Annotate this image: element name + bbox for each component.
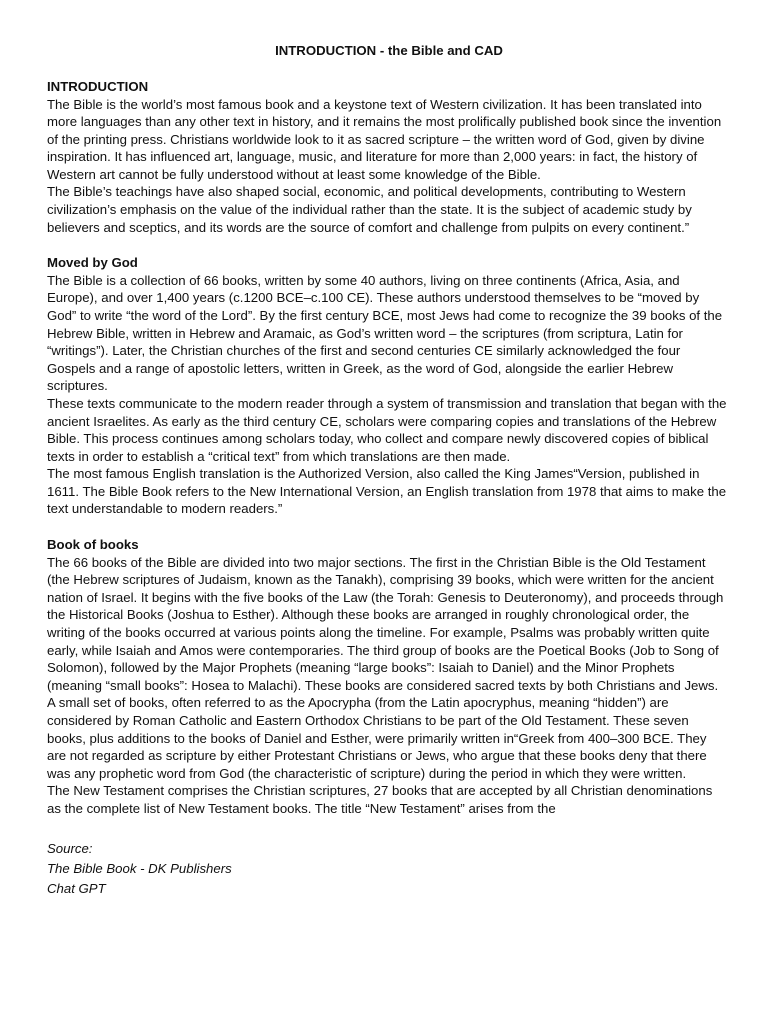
section-introduction xyxy=(47,78,727,236)
paragraph: A small set of books, often referred to as the Apocrypha (from the Latin apocryphus, meaning “hidden”) are considered by Roman Catholic and Eastern Orthodox Christians to be part of the Old Testament. These seven books, plus additions to the books of Daniel and Esther, were primarily written in“Greek from 400–300 BCE. They are not regarded as scripture by either Protestant Christians or Jews, who argue that these books deny that there was any prophetic word from God (the characteristic of scripture) during the period in which they were written. xyxy=(47,695,707,781)
section-heading-book-of-books: Book of books xyxy=(47,537,139,553)
section-heading-introduction: INTRODUCTION xyxy=(47,79,149,94)
paragraph: The most famous English translation is the Authorized Version, also called the King James“Version, published in 1611. The Bible Book refers to the New International Version, an English translation from 1978 that aims to make the text understandable to modern readers.” xyxy=(47,466,727,517)
document-title: INTRODUCTION - the Bible and CAD xyxy=(275,43,503,58)
paragraph: The Bible’s teachings have also shaped social, economic, and political developments, contributing to Western civilization’s emphasis on the value of the individual rather than the state. It is the subject of academic study by believers and sceptics, and its words are the source of comfort and challenge from pulpits on every continent.” xyxy=(47,184,692,235)
document-page xyxy=(47,42,727,899)
paragraph: These texts communicate to the modern reader through a system of transmission and translation that began with the ancient Israelites. As early as the third century CE, scholars were comparing copies and translations of the Hebrew Bible. This process continues among scholars today, who collect and compare newly discovered copies of biblical texts in order to establish a “critical text” from which translations are then made. xyxy=(47,395,727,464)
paragraph: The Bible is a collection of 66 books, written by some 40 authors, living on three continents (Africa, Asia, and Europe), and over 1,400 years (c.1200 BCE–c.100 CE). These authors understood themselves to be “moved by God” to write “the word of the Lord”. By the first century BCE, most Jews had come to recognize the 39 books of the Hebrew Bible, written in Hebrew and Aramaic, as God’s written word – the scriptures (from scriptura, Latin for “writings”). Later, the Christian churches of the first and second centuries CE similarly acknowledged the four Gospels and a range of apostolic letters, written in Greek, as the word of God, alongside the earlier Hebrew scriptures. xyxy=(47,272,723,394)
source-block xyxy=(47,839,727,899)
paragraph: The New Testament comprises the Christian scriptures, 27 books that are accepted by all Christian denominations as the complete list of New Testament books. The title “New Testament” arises from the xyxy=(47,783,713,816)
paragraph: The Bible is the world’s most famous book and a keystone text of Western civilization. It has been translated into more languages than any other text in history, and it remains the most prolifically published book since the invention of the printing press. Christians worldwide look to it as sacred scripture – the written word of God, given by divine inspiration. It has influenced art, language, music, and literature for more than 2,000 years: in fact, the history of Western art cannot be fully understood without at least some knowledge of the Bible. xyxy=(47,96,722,182)
section-moved-by-god xyxy=(47,254,727,518)
section-book-of-books xyxy=(47,536,727,817)
source-label: Source: xyxy=(47,841,93,857)
paragraph: The 66 books of the Bible are divided into two major sections. The first in the Christian Bible is the Old Testament (the Hebrew scriptures of Judaism, known as the Tanakh), comprising 39 books, which were written for the ancient nation of Israel. It begins with the five books of the Law (the Torah: Genesis to Deuteronomy), and proceeds through the Historical Books (Joshua to Esther). Although these books are arranged in roughly chronological order, the writing of the books occurred at various points along the timeline. For example, Psalms was probably written quite early, while Isaiah and Amos were contemporaries. The third group of books are the Poetical Books (Job to Song of Solomon), followed by the Major Prophets (meaning “large books”: Isaiah to Daniel) and the Minor Prophets (meaning “small books”: Hosea to Malachi). These books are considered sacred texts by both Christians and Jews. xyxy=(47,554,724,693)
source-item-chatgpt: Chat GPT xyxy=(47,881,106,897)
section-heading-moved-by-god: Moved by God xyxy=(47,255,138,271)
source-item-book: The Bible Book - DK Publishers xyxy=(47,861,232,877)
